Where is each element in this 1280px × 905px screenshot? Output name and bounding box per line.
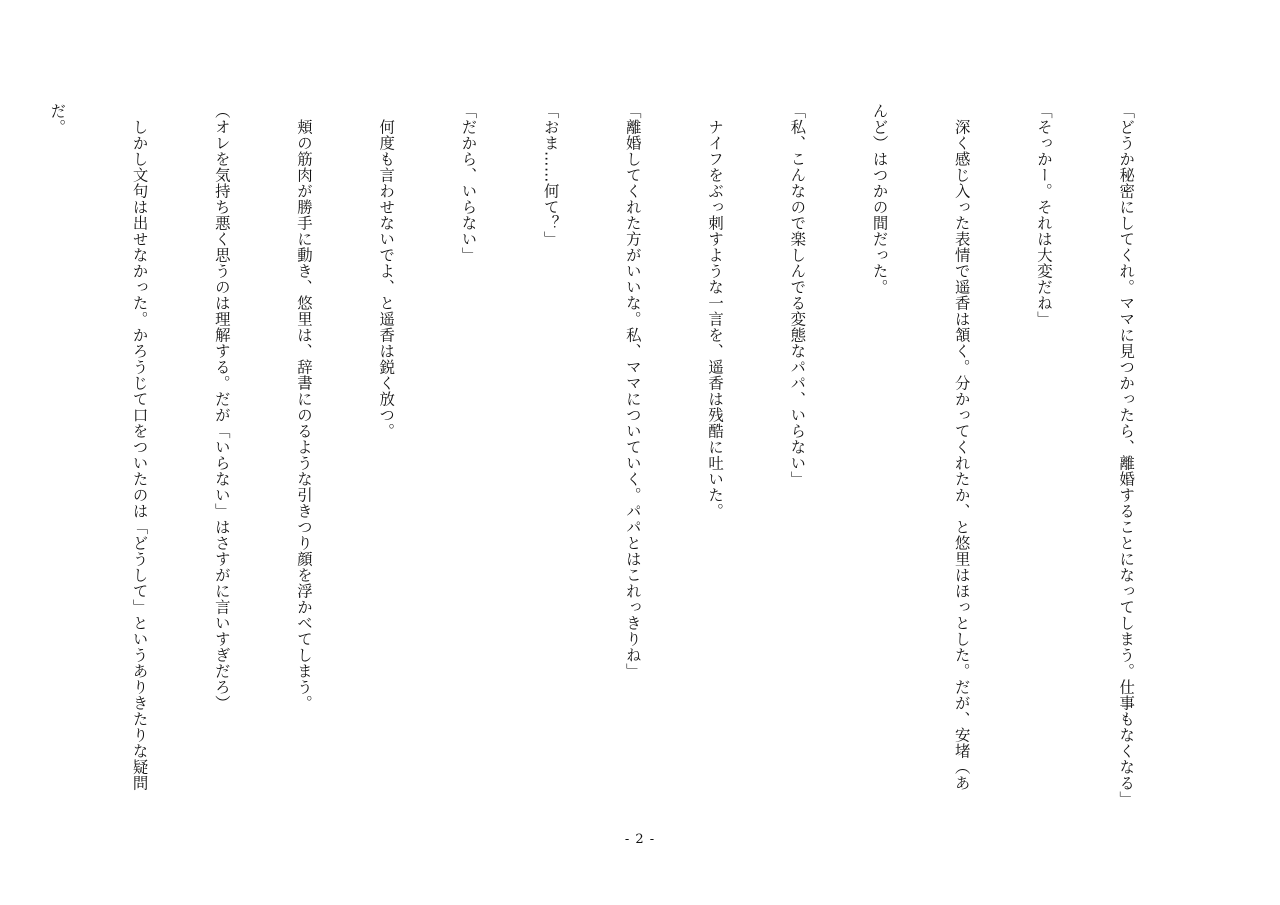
text-line: 「私、こんなので楽しんでる変態なパパ、いらない」 bbox=[788, 103, 807, 487]
text-line: 頬の筋肉が勝手に動き、悠里は、辞書にのるような引きつり顔を浮かべてしまう。 bbox=[295, 103, 313, 711]
page-number: - 2 - bbox=[624, 832, 656, 847]
text-line: 「おま……何て？」 bbox=[541, 103, 560, 247]
text-line: 深く感じ入った表情で遥香は頷く。分かってくれたか、と悠里はほっとした。だが、安堵（あ bbox=[952, 103, 971, 791]
text-line: 「離婚してくれた方がいいな。私、ママについていく。パパとはこれっきりね」 bbox=[623, 103, 642, 679]
text-line: （オレを気持ち悪く思うのは理解する。だが「いらない」はさすがに言いすぎだろ） bbox=[212, 103, 231, 711]
text-line: 「どうか秘密にしてくれ。ママに見つかったら、離婚することになってしまう。仕事もなくなる」 bbox=[1117, 103, 1136, 807]
text-line: だ。 bbox=[48, 103, 67, 135]
text-line: 「だから、いらない」 bbox=[459, 103, 478, 263]
text-line: 「そっかー。それは大変だね」 bbox=[1034, 103, 1053, 327]
text-line: 何度も言わせないでよ、と遥香は鋭く放つ。 bbox=[377, 103, 396, 439]
text-line: ナイフをぶっ刺すような一言を、遥香は残酷に吐いた。 bbox=[706, 103, 725, 519]
text-line: しかし文句は出せなかった。かろうじて口をついたのは「どうして」というありきたりな疑問 bbox=[130, 103, 149, 791]
vertical-text-body bbox=[48, 103, 1194, 807]
text-line: んど）はつかの間だった。 bbox=[870, 103, 889, 295]
